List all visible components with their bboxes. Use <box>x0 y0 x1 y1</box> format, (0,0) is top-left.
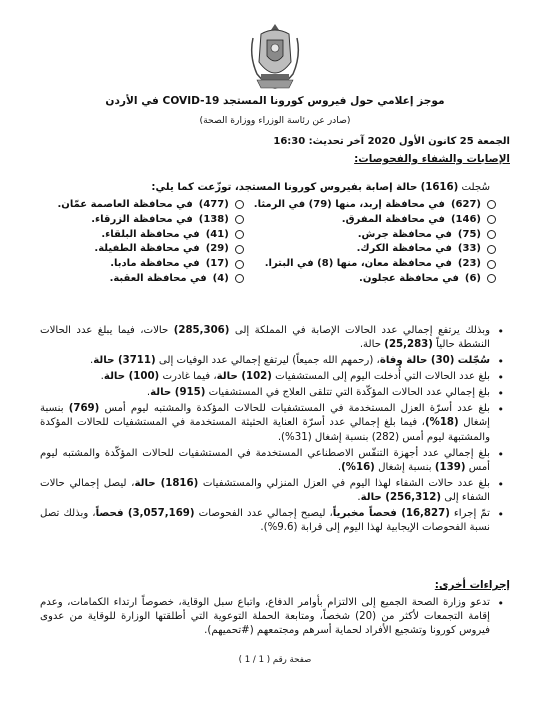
lead-prefix: سُجلت <box>461 182 490 193</box>
list-item: (146) في محافظة المفرق. <box>254 213 496 227</box>
list-item: • تدعو وزارة الصحة الجميع إلى الالتزام بأوامر الدفاع، واتباع سبل الوقاية، خصوصاً ارتداء الكمامات، وعدم إقامة التجمعات لأكثر من (20) شخصاً، ومتابعة الحملة التوعوية التي أطلقتها الوزارة للوقاية من عدوى فيروس كورونا وتشجيع الأفراد لحماية أسرهم ومجتمعهم (#تحميهم). <box>40 596 504 638</box>
list-item: (23) في محافظة معان، منها (8) في البترا. <box>254 257 496 271</box>
list-item: • بلغ عدد الحالات التي أُدخلت اليوم إلى المستشفيات (102) حالة، فيما غادرت (100) حالة. <box>40 370 504 384</box>
document-header <box>40 94 510 127</box>
section-heading-measures: إجراءات أخرى: <box>434 579 510 591</box>
circle-bullet-icon <box>235 215 244 224</box>
document-subtitle: (صادر عن رئاسة الوزراء ووزارة الصحة) <box>199 114 351 126</box>
governorate-list <box>48 198 496 286</box>
circle-bullet-icon <box>487 274 496 283</box>
list-item: (29) في محافظة الطفيلة. <box>48 242 244 256</box>
circle-bullet-icon <box>235 230 244 239</box>
list-item: (6) في محافظة عجلون. <box>254 272 496 286</box>
circle-bullet-icon <box>487 215 496 224</box>
cases-lead-line <box>40 181 490 195</box>
list-item: • وبذلك يرتفع إجمالي عدد الحالات الإصابة في المملكة إلى (285,306) حالات، فيما يبلغ عدد الحالات النشطة حالياً (25,283) حالة. <box>40 324 504 352</box>
list-item: • بلغ إجمالي عدد أجهزة التنفّس الاصطناعي المستخدمة في المستشفيات للحالات المؤكّدة والمشتبه ليوم أمس (139) بنسبة إشغال (16%). <box>40 447 504 475</box>
circle-bullet-icon <box>487 230 496 239</box>
page-number: صفحة رقم ( 1 / 1 ) <box>238 655 312 665</box>
date-line: الجمعة 25 كانون الأول 2020 آخر تحديث: 16:30 <box>273 136 510 147</box>
circle-bullet-icon <box>235 200 244 209</box>
list-item: • سُجّلت (30) حالة وفاة، (رحمهم الله جميعاً) ليرتفع إجمالي عدد الوفيات إلى (3711) حالة. <box>40 354 504 368</box>
measures-list <box>40 596 504 638</box>
list-item: (138) في محافظة الزرقاء. <box>48 213 244 227</box>
statistics-list <box>40 324 504 537</box>
list-item: (17) في محافظة مادبا. <box>48 257 244 271</box>
list-item: (75) في محافظة جرش. <box>254 228 496 242</box>
list-item: (33) في محافظة الكرك. <box>254 242 496 256</box>
circle-bullet-icon <box>235 245 244 254</box>
list-item: • بلغ إجمالي عدد الحالات المؤكّدة التي تتلقى العلاج في المستشفيات (915) حالة. <box>40 386 504 400</box>
circle-bullet-icon <box>487 200 496 209</box>
lead-suffix: حالة إصابة بفيروس كورونا المستجد، توزّعت كما يلي: <box>151 182 418 193</box>
list-item: (4) في محافظة العقبة. <box>48 272 244 286</box>
list-item: • بلغ عدد أسرّة العزل المستخدمة في المستشفيات للحالات المؤكدة والمشتبه ليوم أمس (769) بنسبة إشغال (18%)، فيما بلغ إجمالي عدد أسرّة العناية الحثيثة المستخدمة في المستشفيات للحالات المؤكدة والمشتبهة ليوم أمس (282) بنسبة إشغال (31%). <box>40 402 504 444</box>
document-page <box>40 0 510 711</box>
lead-count: (1616) <box>420 182 459 193</box>
section-heading-cases: الإصابات والشفاء والفحوصات: <box>354 153 510 165</box>
list-item: (477) في محافظة العاصمة عمّان. <box>48 198 244 212</box>
circle-bullet-icon <box>487 260 496 269</box>
list-item: (627) في محافظة إربد، منها (79) في الرمثا. <box>254 198 496 212</box>
list-item: (41) في محافظة البلقاء. <box>48 228 244 242</box>
list-item: • بلغ عدد حالات الشفاء لهذا اليوم في العزل المنزلي والمستشفيات (1816) حالة، ليصل إجمالي حالات الشفاء إلى (256,312) حالة. <box>40 477 504 505</box>
document-title: موجز إعلامي حول فيروس كورونا المستجد COVID-19 في الأردن <box>105 95 445 107</box>
list-item: • تمّ إجراء (16,827) فحصاً مخبرياً، ليصبح إجمالي عدد الفحوصات (3,057,169) فحصاً، وبذلك تصل نسبة الفحوصات الإيجابية لهذا اليوم إلى قرابة (9.6%). <box>40 507 504 535</box>
circle-bullet-icon <box>235 274 244 283</box>
jordan-coat-of-arms-icon <box>247 22 303 92</box>
circle-bullet-icon <box>235 260 244 269</box>
circle-bullet-icon <box>487 245 496 254</box>
